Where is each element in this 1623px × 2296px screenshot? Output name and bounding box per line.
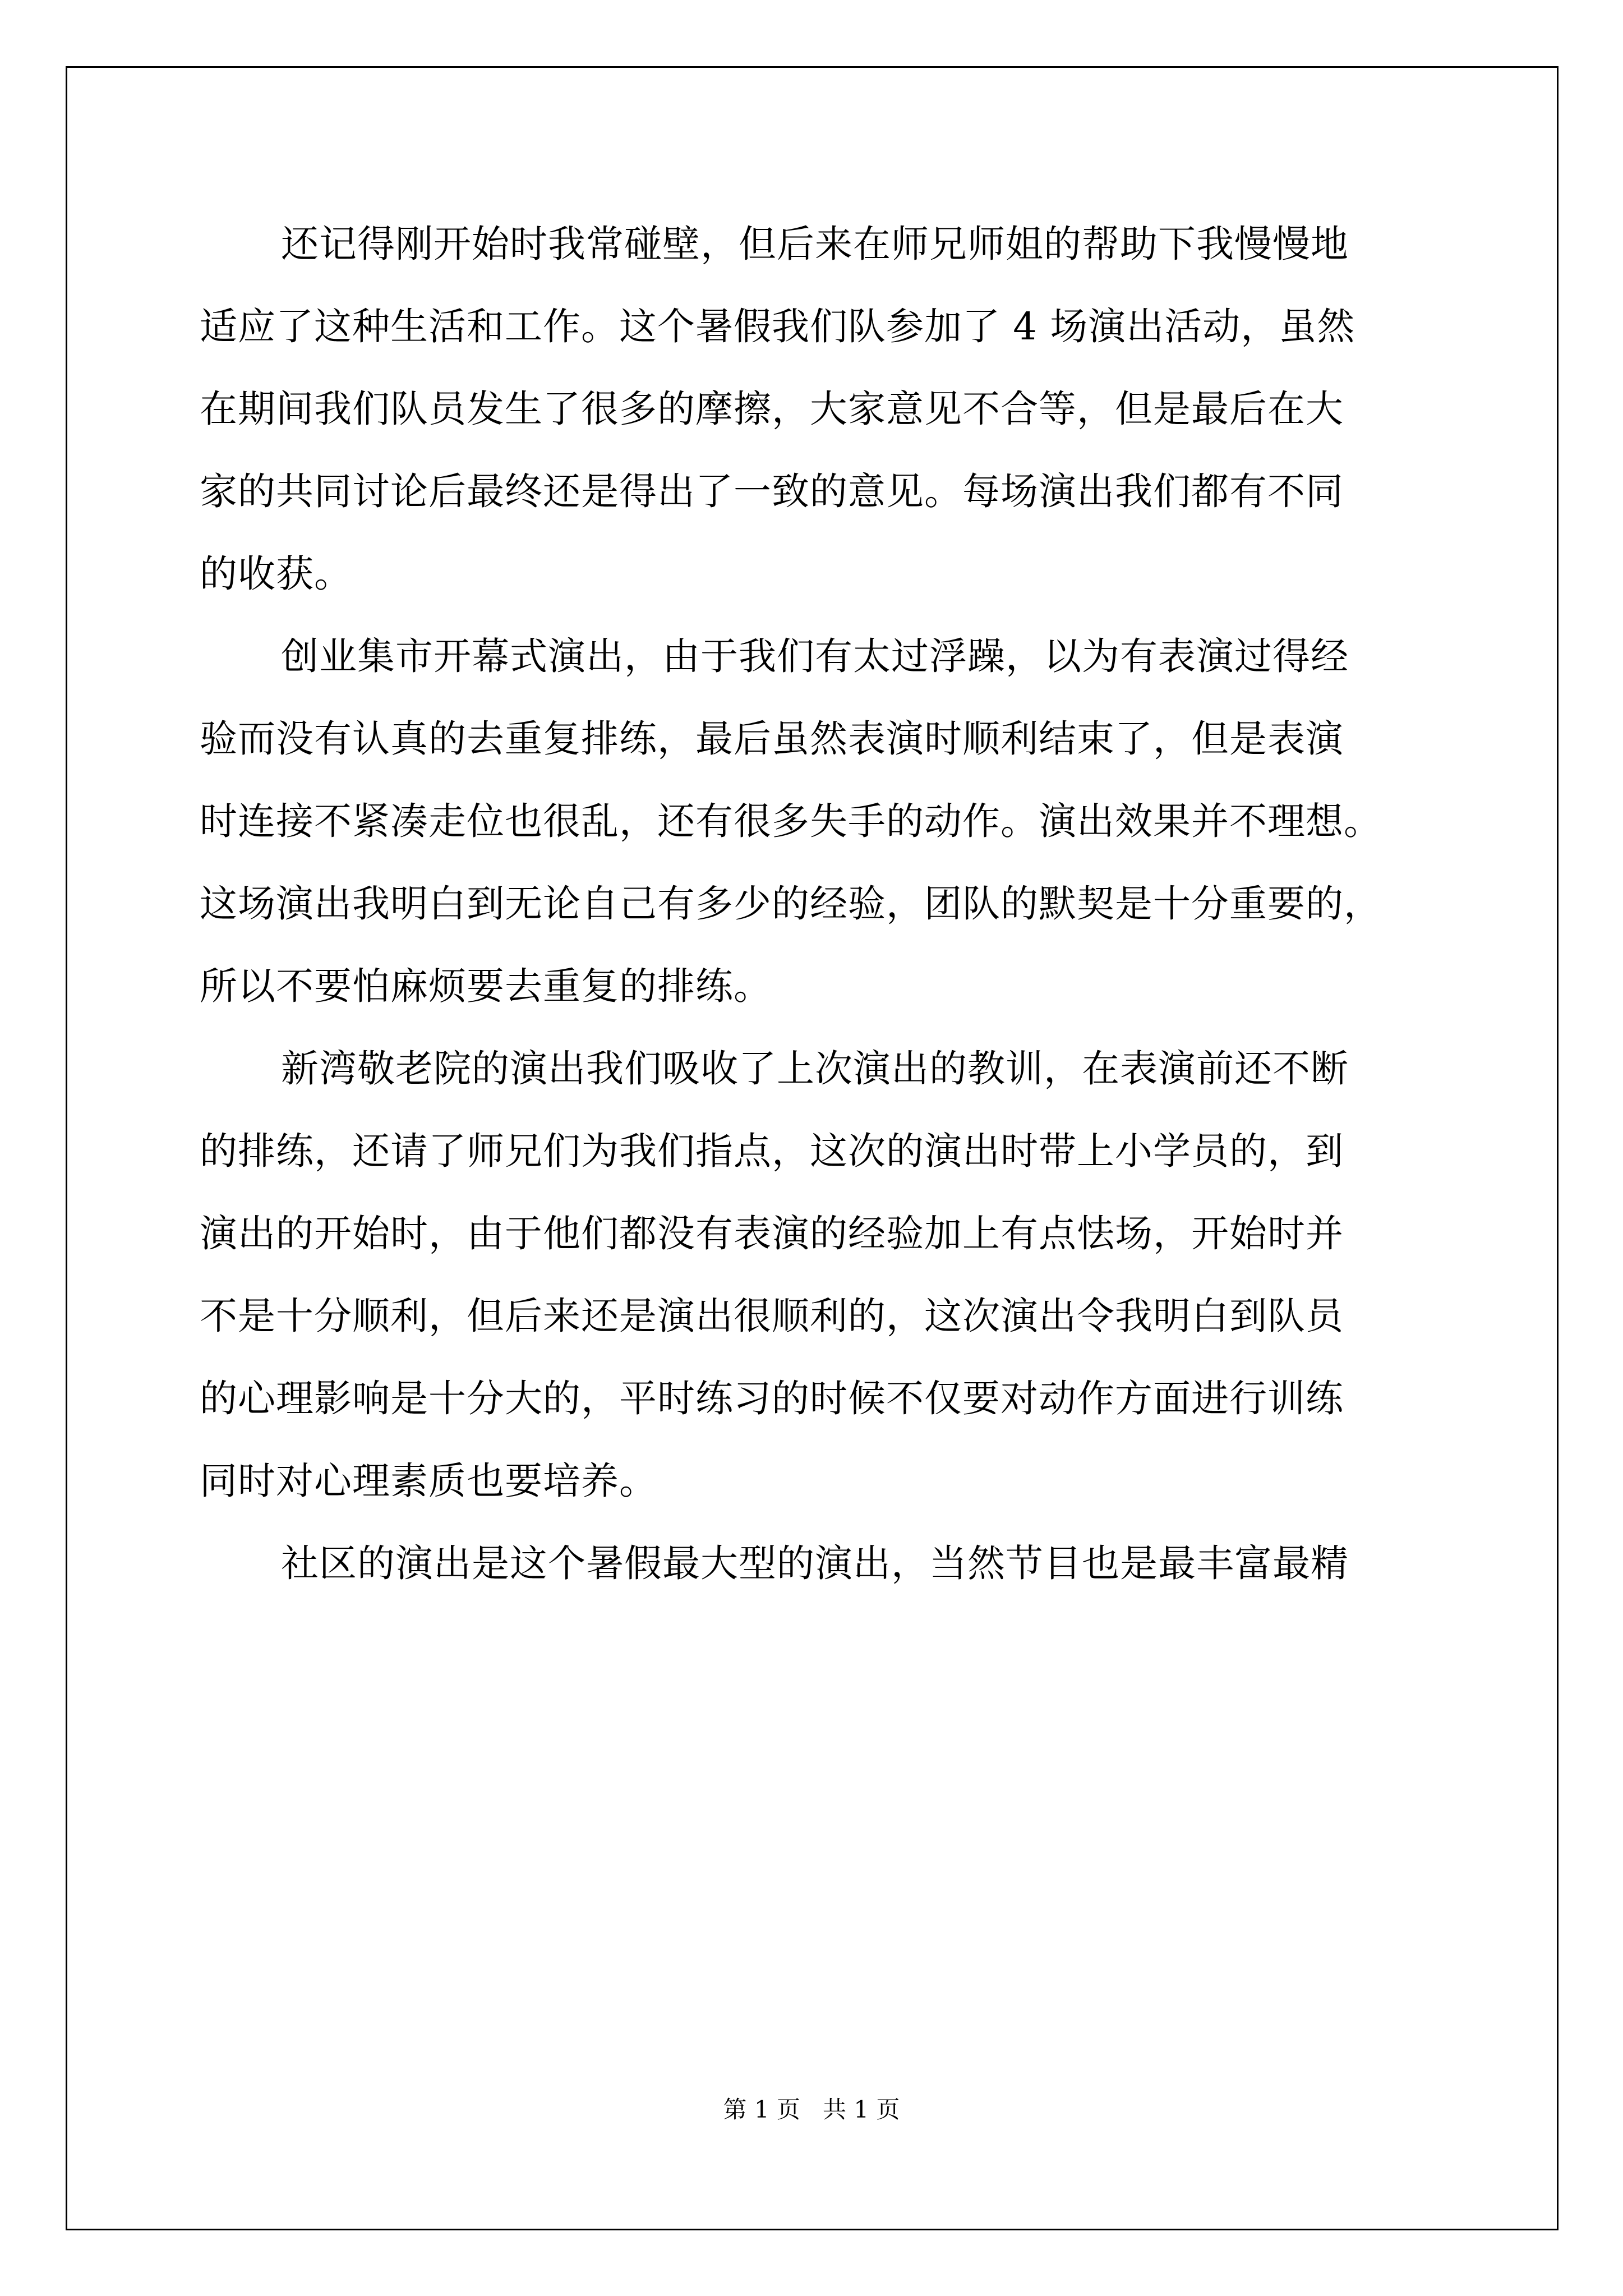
paragraph-3-line-3: 演出的开始时，由于他们都没有表演的经验加上有点怯场，开始时并 [200,1212,1344,1255]
paragraph-3-line-4: 不是十分顺利，但后来还是演出很顺利的，这次演出令我明白到队员 [200,1294,1344,1338]
paragraph-3-line-1: 新湾敬老院的演出我们吸收了上次演出的教训，在表演前还不断 [281,1047,1349,1091]
paragraph-1-line-2: 适应了这种生活和工作。这个暑假我们队参加了 4 场演出活动，虽然 [200,305,1355,348]
paragraph-2-line-2: 验而没有认真的去重复排练，最后虽然表演时顺利结束了，但是表演 [200,717,1344,761]
paragraph-2-line-3: 时连接不紧凑走位也很乱，还有很多失手的动作。演出效果并不理想。 [200,799,1382,843]
paragraph-4-line-1: 社区的演出是这个暑假最大型的演出，当然节目也是最丰富最精 [281,1542,1349,1585]
paragraph-1-line-5: 的收获。 [200,552,352,596]
paragraph-3-line-6: 同时对心理素质也要培养。 [200,1459,657,1503]
page-footer [0,2091,1623,2125]
paragraph-3-line-5: 的心理影响是十分大的，平时练习的时候不仅要对动作方面进行训练 [200,1377,1344,1420]
paragraph-3-line-2: 的排练，还请了师兄们为我们指点，这次的演出时带上小学员的，到 [200,1129,1344,1173]
page-number: 第 1 页 [723,2096,800,2123]
paragraph-2-line-1: 创业集市开幕式演出，由于我们有太过浮躁，以为有表演过得经 [281,634,1349,678]
page-total: 共 1 页 [823,2096,900,2123]
document-body [200,222,1422,1623]
paragraph-2-line-5: 所以不要怕麻烦要去重复的排练。 [200,964,772,1008]
paragraph-1-line-1: 还记得刚开始时我常碰壁，但后来在师兄师姐的帮助下我慢慢地 [281,222,1349,266]
paragraph-2-line-4: 这场演出我明白到无论自己有多少的经验，团队的默契是十分重要的， [200,882,1382,926]
paragraph-1-line-4: 家的共同讨论后最终还是得出了一致的意见。每场演出我们都有不同 [200,470,1344,513]
paragraph-1-line-3: 在期间我们队员发生了很多的摩擦，大家意见不合等，但是最后在大 [200,387,1344,431]
